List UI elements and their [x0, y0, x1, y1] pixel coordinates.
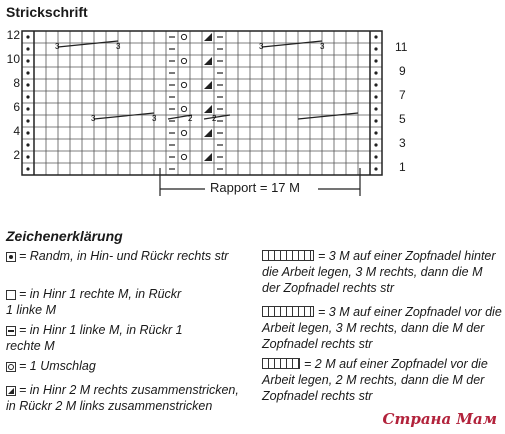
selvedge-dot-icon	[6, 252, 16, 262]
k2tog-triangle	[204, 129, 212, 137]
cable-line	[94, 113, 154, 119]
cable-number: 2	[212, 114, 217, 123]
legend-item	[6, 248, 256, 264]
row-label: 11	[395, 40, 408, 54]
legend-text: = in Hinr 2 M rechts zusammenstricken, in Rückr 2 M links zusammenstricken	[6, 383, 239, 413]
k2tog-triangle	[204, 105, 212, 113]
cable-3-front-icon	[262, 306, 314, 317]
row-label: 9	[399, 64, 406, 78]
legend-text: = 1 Umschlag	[19, 359, 96, 373]
selvedge-dot	[374, 47, 377, 50]
selvedge-dot	[26, 83, 29, 86]
selvedge-dot	[26, 95, 29, 98]
cable-number: 3	[55, 42, 60, 51]
legend-title: Zeichenerklärung	[6, 228, 123, 244]
rapport-label: Rapport = 17 M	[207, 180, 303, 195]
cable-number: 3	[320, 42, 325, 51]
cable-number: 3	[259, 42, 264, 51]
k2tog-triangle	[204, 81, 212, 89]
legend-text: = Randm, in Hin- und Rückr rechts str	[19, 249, 229, 263]
legend-text: = 3 M auf einer Zopfnadel hinter die Arbeit legen, 3 M rechts, dann die M der Zopfnadel rechts str	[262, 249, 496, 295]
row-label: 7	[399, 88, 406, 102]
yarn-over	[181, 130, 186, 135]
cable-number: 3	[91, 114, 96, 123]
selvedge-dot	[26, 143, 29, 146]
row-label: 1	[399, 160, 406, 174]
selvedge-dot	[26, 167, 29, 170]
selvedge-dot	[374, 167, 377, 170]
selvedge-dot	[374, 59, 377, 62]
empty-square-icon	[6, 290, 16, 300]
legend-item	[6, 358, 226, 374]
legend-item	[262, 304, 502, 352]
selvedge-dot	[374, 155, 377, 158]
legend-item	[6, 322, 186, 354]
chart-title: Strickschrift	[6, 4, 88, 20]
cable-number: 3	[116, 42, 121, 51]
row-label: 10	[6, 52, 20, 66]
dash-square-icon	[6, 326, 16, 336]
selvedge-dot	[374, 107, 377, 110]
circle-square-icon	[6, 362, 16, 372]
legend-text: = in Hinr 1 linke M, in Rückr 1 rechte M	[6, 323, 183, 353]
yarn-over	[181, 34, 186, 39]
yarn-over	[181, 58, 186, 63]
cable-number: 3	[152, 114, 157, 123]
row-label: 5	[399, 112, 406, 126]
selvedge-dot	[374, 95, 377, 98]
k2tog-triangle	[204, 57, 212, 65]
k2tog-triangle	[204, 153, 212, 161]
cable-line	[262, 41, 322, 47]
selvedge-dot	[374, 83, 377, 86]
selvedge-dot	[26, 131, 29, 134]
legend-item	[6, 286, 186, 318]
row-label: 8	[13, 76, 20, 90]
knitting-chart	[0, 0, 505, 210]
row-label: 6	[13, 100, 20, 114]
legend-item	[262, 356, 502, 404]
selvedge-dot	[26, 35, 29, 38]
cable-3-back-icon	[262, 250, 314, 261]
row-label: 4	[13, 124, 20, 138]
cable-line	[58, 41, 118, 47]
row-label: 3	[399, 136, 406, 150]
cable-line	[298, 113, 358, 119]
triangle-square-icon	[6, 386, 16, 396]
legend-item	[262, 248, 502, 296]
selvedge-dot	[26, 119, 29, 122]
legend-text: = 2 M auf einer Zopfnadel vor die Arbeit legen, 2 M rechts, dann die M der Zopfnadel rechts str	[262, 357, 488, 403]
k2tog-triangle	[204, 33, 212, 41]
row-label: 12	[6, 28, 20, 42]
selvedge-dot	[26, 47, 29, 50]
cable-number: 2	[188, 114, 193, 123]
legend-text: = in Hinr 1 rechte M, in Rückr 1 linke M	[6, 287, 182, 317]
chart-grid	[22, 31, 382, 175]
legend-text: = 3 M auf einer Zopfnadel vor die Arbeit legen, 3 M rechts, dann die M der Zopfnadel rechts str	[262, 305, 502, 351]
selvedge-dot	[374, 71, 377, 74]
selvedge-dot	[374, 35, 377, 38]
selvedge-dot	[26, 59, 29, 62]
selvedge-dot	[26, 107, 29, 110]
legend-item	[6, 382, 251, 414]
selvedge-dot	[374, 143, 377, 146]
selvedge-dot	[374, 119, 377, 122]
selvedge-dot	[374, 131, 377, 134]
yarn-over	[181, 154, 186, 159]
selvedge-dot	[26, 155, 29, 158]
watermark-logo: Страна Мам	[382, 410, 497, 428]
yarn-over	[181, 82, 186, 87]
row-label: 2	[13, 148, 20, 162]
selvedge-dot	[26, 71, 29, 74]
cable-2-front-icon	[262, 358, 300, 369]
yarn-over	[181, 106, 186, 111]
